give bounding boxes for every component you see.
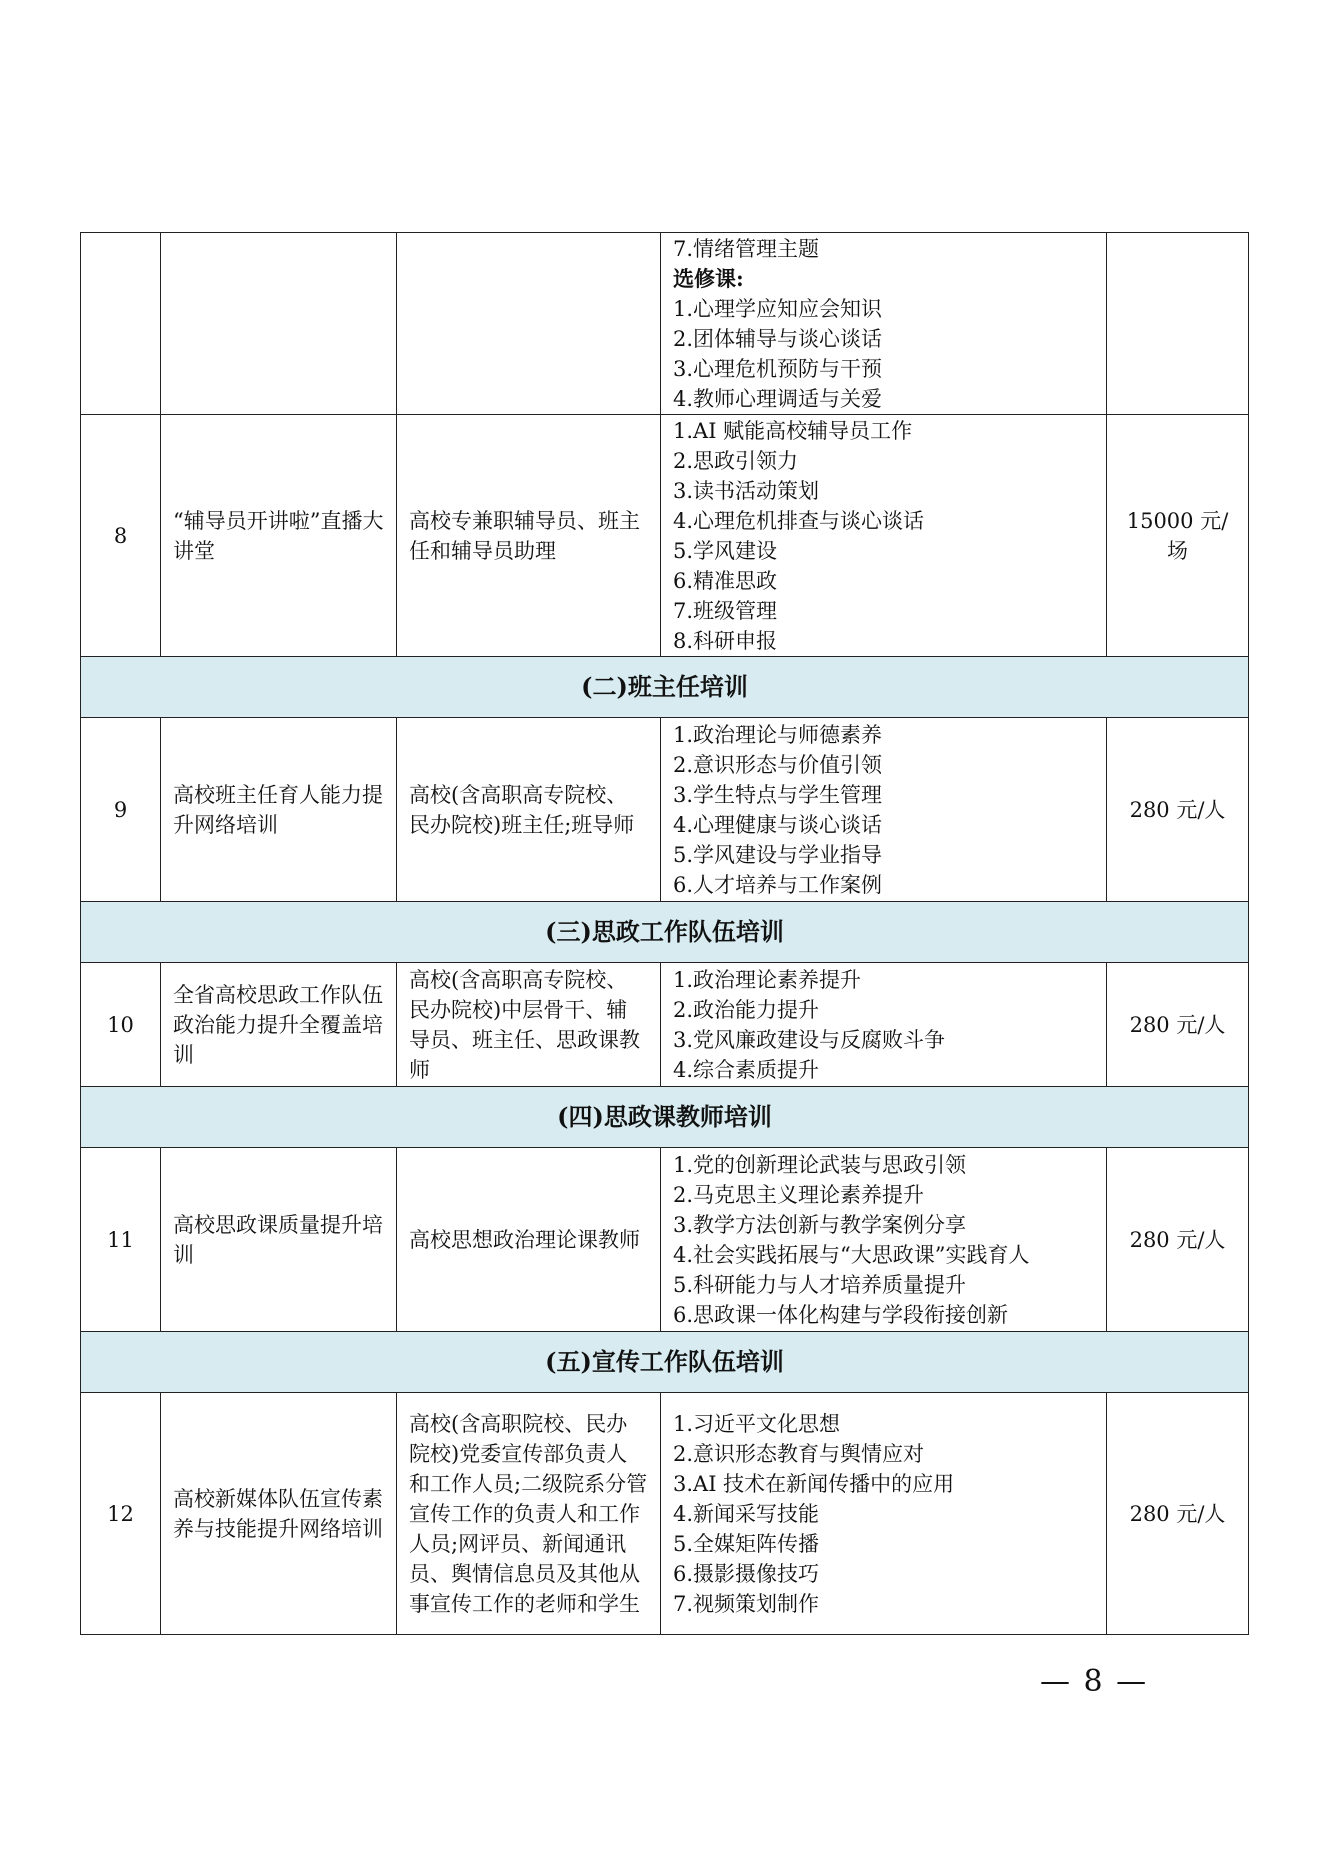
section-title: (五)宣传工作队伍培训 [81,1332,1249,1393]
section-title: (二)班主任培训 [81,657,1249,718]
section-title: (四)思政课教师培训 [81,1087,1249,1148]
row-number: 8 [81,415,161,657]
section-header-row [81,1087,1249,1148]
topic-item: 4.心理危机排查与谈心谈话 [673,508,925,533]
topic-item: 7.情绪管理主题 [673,236,820,261]
topic-item: 4.新闻采写技能 [673,1501,820,1526]
fee: 280 元/人 [1107,1148,1249,1332]
row-number [81,233,161,415]
topic-item: 7.视频策划制作 [673,1591,820,1616]
topic-item: 6.摄影摄像技巧 [673,1561,820,1586]
topic-item: 1.AI 赋能高校辅导员工作 [673,418,913,443]
row-number: 10 [81,963,161,1087]
target-audience: 高校思想政治理论课教师 [397,1148,661,1332]
topic-item: 2.马克思主义理论素养提升 [673,1182,925,1207]
row-number: 11 [81,1148,161,1332]
page-number: — 8 — [1040,1664,1149,1699]
course-topics [661,415,1107,657]
topic-item: 2.团体辅导与谈心谈话 [673,326,883,351]
topic-item: 3.读书活动策划 [673,478,820,503]
topic-item: 4.综合素质提升 [673,1057,820,1082]
program-name: 全省高校思政工作队伍政治能力提升全覆盖培训 [161,963,397,1087]
topic-item: 2.意识形态与价值引领 [673,752,883,777]
program-name [161,233,397,415]
topic-item: 6.人才培养与工作案例 [673,872,883,897]
topic-item: 2.政治能力提升 [673,997,820,1022]
training-table [80,232,1249,1635]
course-topics [661,718,1107,902]
table-row [81,718,1249,902]
fee: 280 元/人 [1107,718,1249,902]
fee: 280 元/人 [1107,1393,1249,1635]
section-header-row [81,1332,1249,1393]
table-row [81,963,1249,1087]
topic-item: 6.思政课一体化构建与学段衔接创新 [673,1302,1009,1327]
table-row [81,415,1249,657]
section-title: (三)思政工作队伍培训 [81,902,1249,963]
table-row [81,1393,1249,1635]
topic-item: 4.社会实践拓展与“大思政课”实践育人 [673,1242,1030,1267]
topic-item: 2.思政引领力 [673,448,799,473]
topic-item: 3.党风廉政建设与反腐败斗争 [673,1027,946,1052]
target-audience: 高校(含高职院校、民办院校)党委宣传部负责人和工作人员;二级院系分管宣传工作的负责人和工作人员;网评员、新闻通讯员、舆情信息员及其他从事宣传工作的老师和学生 [397,1393,661,1635]
topic-item: 8.科研申报 [673,628,778,653]
topic-item: 4.教师心理调适与关爱 [673,386,883,411]
topic-item: 3.学生特点与学生管理 [673,782,883,807]
topic-item: 1.党的创新理论武装与思政引领 [673,1152,967,1177]
section-header-row [81,902,1249,963]
topic-item: 3.AI 技术在新闻传播中的应用 [673,1471,955,1496]
target-audience: 高校(含高职高专院校、民办院校)中层骨干、辅导员、班主任、思政课教师 [397,963,661,1087]
row-number: 12 [81,1393,161,1635]
program-name: “辅导员开讲啦”直播大讲堂 [161,415,397,657]
table-row [81,233,1249,415]
topic-item: 5.全媒矩阵传播 [673,1531,820,1556]
target-audience: 高校(含高职高专院校、民办院校)班主任;班导师 [397,718,661,902]
fee: 15000 元/场 [1107,415,1249,657]
target-audience: 高校专兼职辅导员、班主任和辅导员助理 [397,415,661,657]
course-topics [661,1148,1107,1332]
topic-item: 5.学风建设 [673,538,778,563]
topic-item: 4.心理健康与谈心谈话 [673,812,883,837]
program-name: 高校新媒体队伍宣传素养与技能提升网络培训 [161,1393,397,1635]
topic-item: 2.意识形态教育与舆情应对 [673,1441,925,1466]
topic-item: 5.学风建设与学业指导 [673,842,883,867]
topic-item: 1.政治理论素养提升 [673,967,862,992]
table-row [81,1148,1249,1332]
topic-item: 6.精准思政 [673,568,778,593]
topic-item: 3.心理危机预防与干预 [673,356,883,381]
elective-heading: 选修课: [673,265,744,291]
target-audience [397,233,661,415]
topic-item: 5.科研能力与人才培养质量提升 [673,1272,967,1297]
topic-item: 1.心理学应知应会知识 [673,296,883,321]
course-topics [661,233,1107,415]
row-number: 9 [81,718,161,902]
fee: 280 元/人 [1107,963,1249,1087]
course-topics [661,963,1107,1087]
topic-item: 7.班级管理 [673,598,778,623]
program-name: 高校班主任育人能力提升网络培训 [161,718,397,902]
section-header-row [81,657,1249,718]
course-topics [661,1393,1107,1635]
topic-item: 1.习近平文化思想 [673,1411,841,1436]
fee [1107,233,1249,415]
topic-item: 3.教学方法创新与教学案例分享 [673,1212,967,1237]
topic-item: 1.政治理论与师德素养 [673,722,883,747]
program-name: 高校思政课质量提升培训 [161,1148,397,1332]
